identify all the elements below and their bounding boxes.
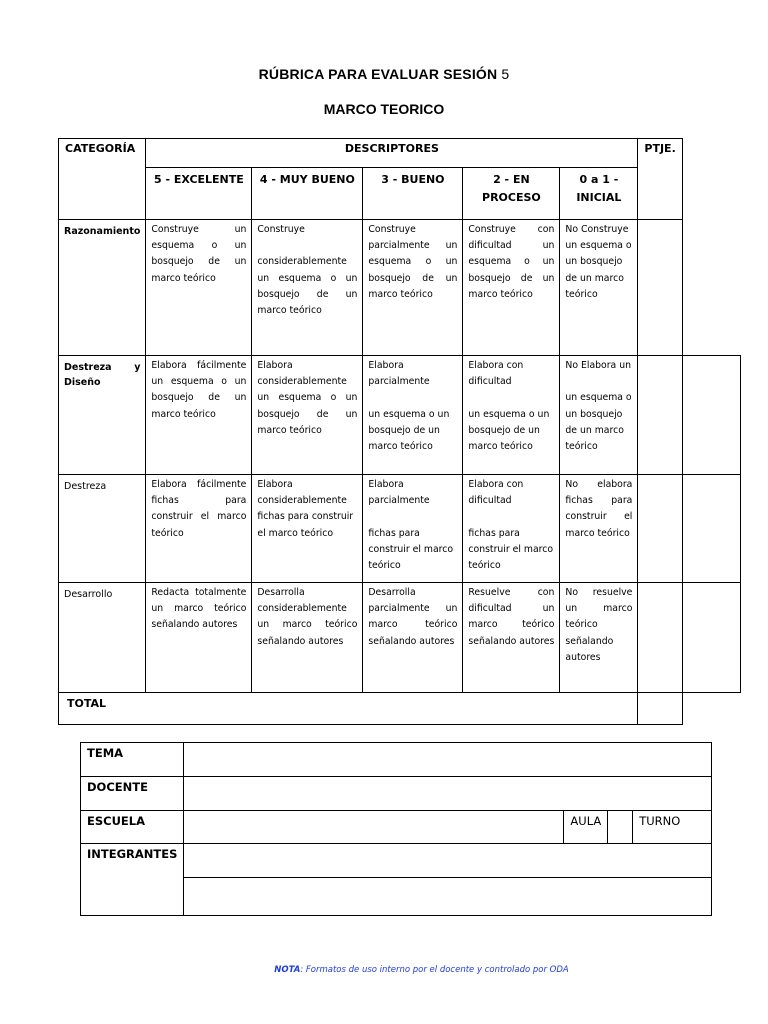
aula-field[interactable] (608, 811, 633, 844)
descriptor-cell: Construye considerablemente un esquema o un bosquejo de un marco teórico (252, 220, 363, 356)
total-score-cell[interactable] (638, 693, 682, 725)
descriptor-cell: Elabora con dificultad un esquema o un bosquejo de un marco teórico (463, 356, 560, 475)
info-table (80, 742, 712, 916)
table-row (59, 583, 741, 693)
descriptor-cell: No Construye un esquema o un bosquejo de un marco teórico (560, 220, 638, 356)
descriptor-cell: Construye un esquema o un bosquejo de un marco teórico (146, 220, 252, 356)
docente-label: DOCENTE (81, 777, 184, 811)
session-number: 5 (501, 66, 510, 82)
descriptor-cell: Construye parcialmente un esquema o un bosquejo de un marco teórico (363, 220, 463, 356)
level-inicial: 0 a 1 - INICIAL (560, 168, 638, 220)
turno-label: TURNO (639, 814, 681, 828)
category-destreza-diseno: Destreza y Diseño (59, 356, 146, 475)
descriptor-cell: Elabora parcialmente un esquema o un bosquejo de un marco teórico (363, 356, 463, 475)
category-razonamiento: Razonamiento (59, 220, 146, 356)
descriptor-cell: Construye con dificultad un esquema o un bosquejo de un marco teórico (463, 220, 560, 356)
rubric-table (58, 138, 741, 725)
level-muy-bueno: 4 - MUY BUENO (252, 168, 363, 220)
descriptor-cell: Elabora fácilmente un esquema o un bosquejo de un marco teórico (146, 356, 252, 475)
descriptor-cell: Resuelve con dificultad un marco teórico señalando autores (463, 583, 560, 693)
descriptor-cell: Elabora con dificultad fichas para construir el marco teórico (463, 475, 560, 583)
table-row (59, 356, 741, 475)
score-cell[interactable] (638, 475, 682, 583)
descriptor-cell: Redacta totalmente un marco teórico señalando autores (146, 583, 252, 693)
descriptor-cell: Elabora fácilmente fichas para construir el marco teórico (146, 475, 252, 583)
descriptor-cell: Elabora considerablemente fichas para construir el marco teórico (252, 475, 363, 583)
descriptor-cell: Desarrolla parcialmente un marco teórico señalando autores (363, 583, 463, 693)
escuela-field[interactable] (184, 811, 564, 844)
level-bueno: 3 - BUENO (363, 168, 463, 220)
score-cell[interactable] (638, 583, 682, 693)
aula-label: AULA (564, 811, 608, 844)
integrantes-row (81, 844, 712, 878)
extra-cell (682, 356, 740, 475)
descriptor-cell: Elabora considerablemente un esquema o un bosquejo de un marco teórico (252, 356, 363, 475)
document-title (0, 66, 768, 82)
tema-label: TEMA (81, 743, 184, 777)
level-en-proceso: 2 - EN PROCESO (463, 168, 560, 220)
document-subtitle: MARCO TEORICO (323, 101, 445, 117)
descriptor-cell: No elabora fichas para construir el marco teórico (560, 475, 638, 583)
table-row (59, 475, 741, 583)
table-row (59, 220, 741, 356)
rubric-header-row (59, 139, 741, 168)
score-cell[interactable] (638, 220, 682, 356)
extra-cell (682, 583, 740, 693)
category-header: CATEGORÍA (59, 139, 146, 220)
integrantes-field-1[interactable] (184, 844, 712, 878)
docente-field[interactable] (184, 777, 712, 811)
descriptor-cell: No resuelve un marco teórico señalando autores (560, 583, 638, 693)
total-row (59, 693, 741, 725)
category-desarrollo: Desarrollo (59, 583, 146, 693)
escuela-label: ESCUELA (81, 811, 184, 844)
descriptor-cell: No Elabora un un esquema o un bosquejo de un marco teórico (560, 356, 638, 475)
footer-note (0, 965, 768, 975)
escuela-row (81, 811, 712, 844)
descriptor-cell: Elabora parcialmente fichas para construir el marco teórico (363, 475, 463, 583)
docente-row (81, 777, 712, 811)
total-label: TOTAL (59, 693, 638, 725)
note-label: NOTA (274, 965, 301, 975)
tema-row (81, 743, 712, 777)
title-text: RÚBRICA PARA EVALUAR SESIÓN (258, 66, 498, 82)
descriptors-header: DESCRIPTORES (146, 139, 638, 168)
integrantes-field-2[interactable] (184, 878, 712, 916)
score-header: PTJE. (638, 139, 682, 220)
tema-field[interactable] (184, 743, 712, 777)
score-cell[interactable] (638, 356, 682, 475)
integrantes-label: INTEGRANTES (81, 844, 184, 916)
turno-cell[interactable] (633, 811, 712, 844)
category-destreza: Destreza (59, 475, 146, 583)
extra-cell (682, 475, 740, 583)
note-text: : Formatos de uso interno por el docente y controlado por ODA (300, 965, 569, 975)
level-excelente: 5 - EXCELENTE (146, 168, 252, 220)
descriptor-cell: Desarrolla considerablemente un marco teórico señalando autores (252, 583, 363, 693)
